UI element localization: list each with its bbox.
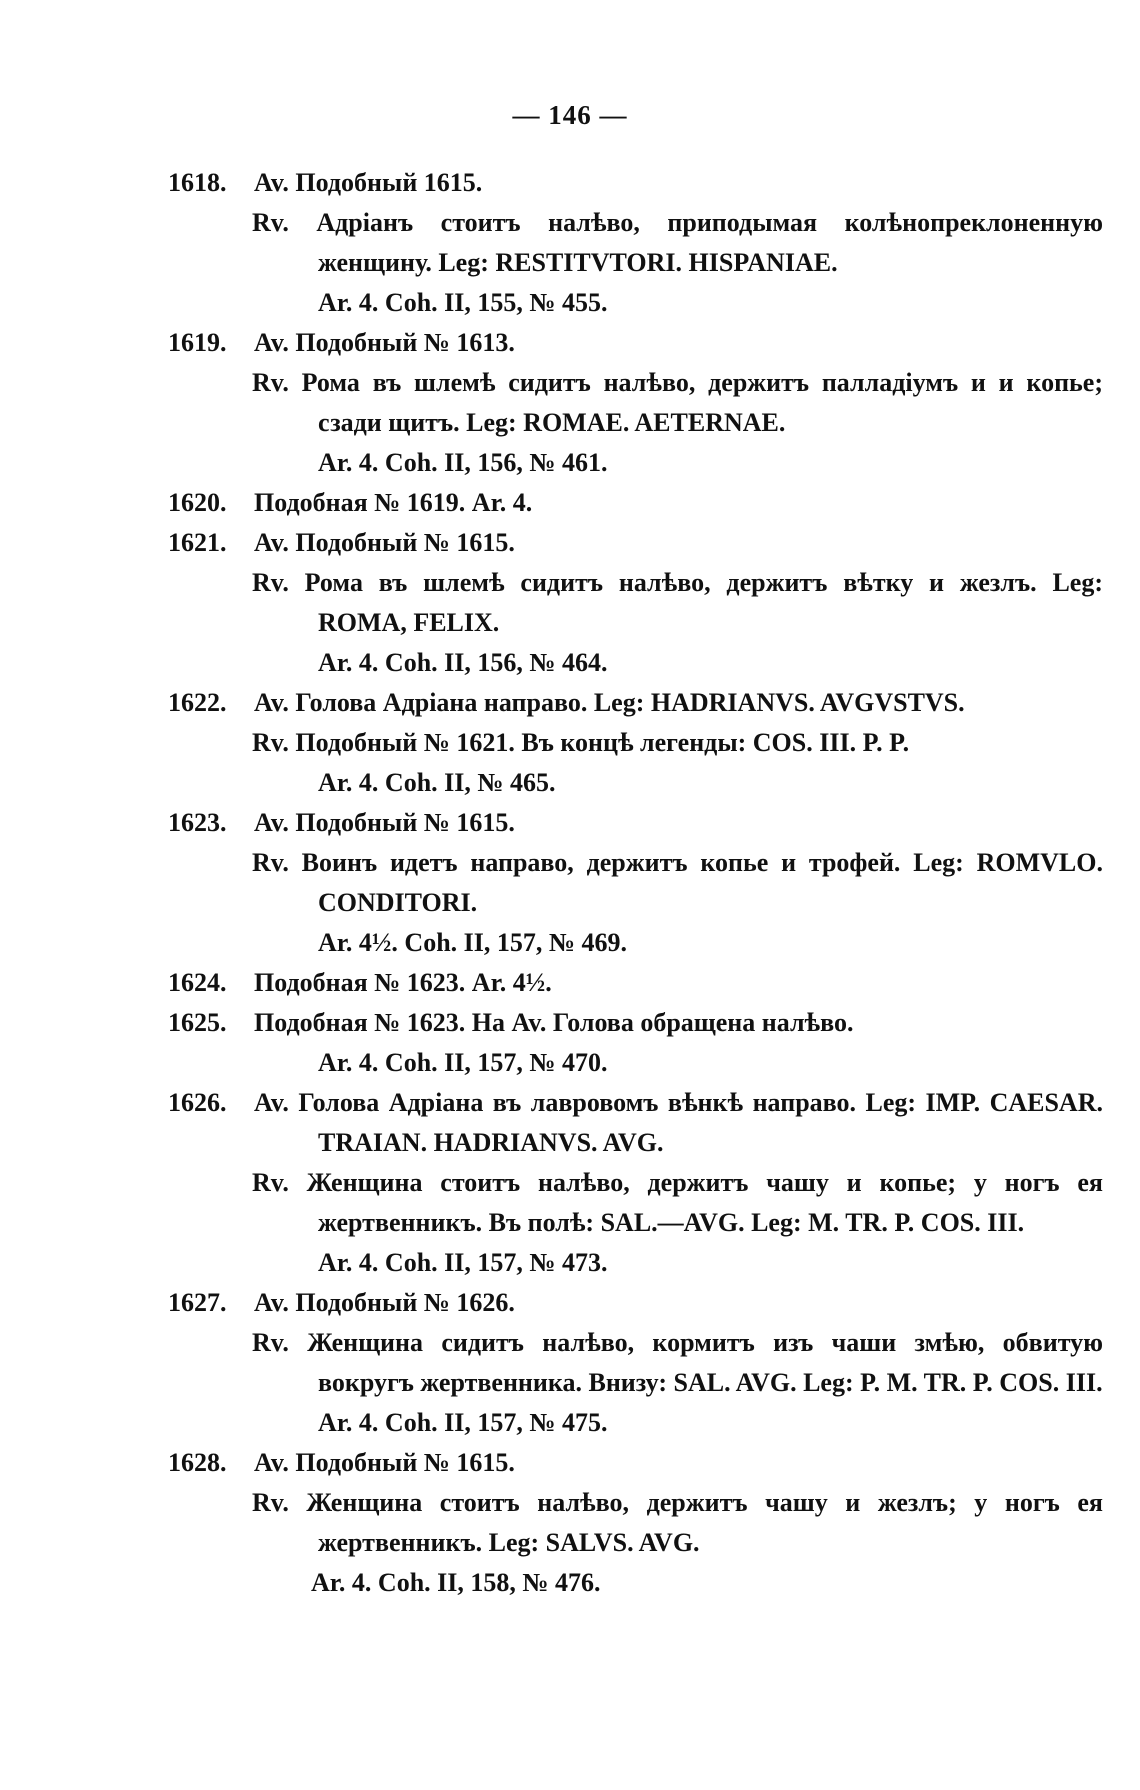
obverse-description: Av. Подобный 1615. (254, 168, 483, 197)
obverse-description: Av. Подобный № 1615. (254, 528, 515, 557)
obverse-description: Av. Подобный № 1615. (254, 1448, 515, 1477)
citation: Ar. 4. Coh. II, 158, № 476. (311, 1568, 601, 1597)
entry-number: 1618. (168, 168, 227, 197)
entry-number: 1625. (168, 1008, 227, 1037)
entry-number: 1624. (168, 968, 227, 997)
page-number: — 146 — (512, 100, 628, 130)
catalog-entry (168, 1283, 1103, 1443)
catalog-entry (168, 1003, 1103, 1083)
catalog-entry (168, 163, 1103, 323)
reverse-description: Rv. Женщина стоитъ налѣво, держитъ чашу и жезлъ; у ногъ ея жертвенникъ. Leg: SALVS. AVG. (252, 1488, 1103, 1557)
entry-number: 1621. (168, 528, 227, 557)
citation: Ar. 4. Coh. II, 157, № 475. (318, 1408, 608, 1437)
entry-number: 1623. (168, 808, 227, 837)
citation: Ar. 4½. Coh. II, 157, № 469. (318, 928, 628, 957)
entry-number: 1628. (168, 1448, 227, 1477)
reverse-description: Rv. Адріанъ стоитъ налѣво, приподымая колѣнопреклоненную женщину. Leg: RESTITVTORI. HISPANIAE. (252, 208, 1103, 277)
citation: Ar. 4. Coh. II, № 465. (318, 768, 556, 797)
reverse-description: Rv. Женщина стоитъ налѣво, держитъ чашу и копье; у ногъ ея жертвенникъ. Въ полѣ: SAL.—AVG. Leg: M. TR. P. COS. III. (252, 1168, 1103, 1237)
obverse-description: Av. Подобный № 1626. (254, 1288, 515, 1317)
reverse-description: Rv. Рома въ шлемѣ сидитъ налѣво, держитъ палладіумъ и и копье; сзади щитъ. Leg: ROMAE. AETERNAE. (252, 368, 1103, 437)
obverse-description: Av. Подобный № 1615. (254, 808, 515, 837)
obverse-description: Av. Подобный № 1613. (254, 328, 515, 357)
catalog-entry (168, 523, 1103, 683)
citation: Ar. 4. Coh. II, 155, № 455. (318, 288, 608, 317)
entry-text: Подобная № 1623. Ar. 4½. (254, 968, 552, 997)
entry-number: 1622. (168, 688, 227, 717)
catalog-entries (168, 163, 1103, 1603)
citation: Ar. 4. Coh. II, 156, № 464. (318, 648, 608, 677)
citation: Ar. 4. Coh. II, 157, № 470. (318, 1048, 608, 1077)
reverse-description: Rv. Воинъ идетъ направо, держитъ копье и трофей. Leg: ROMVLO. CONDITORI. (252, 848, 1103, 917)
catalog-entry (168, 683, 1103, 803)
entry-text: Подобная № 1619. Ar. 4. (254, 488, 533, 517)
reverse-description: Rv. Рома въ шлемѣ сидитъ налѣво, держитъ вѣтку и жезлъ. Leg: ROMA, FELIX. (252, 568, 1103, 637)
reverse-description: Rv. Подобный № 1621. Въ концѣ легенды: COS. III. P. P. (252, 728, 910, 757)
entry-number: 1626. (168, 1088, 227, 1117)
entry-number: 1627. (168, 1288, 227, 1317)
entry-number: 1620. (168, 488, 227, 517)
catalog-entry (168, 483, 1103, 523)
obverse-description: Av. Голова Адріана въ лавровомъ вѣнкѣ направо. Leg: IMP. CAESAR. TRAIAN. HADRIANVS. AVG. (254, 1088, 1103, 1157)
entry-number: 1619. (168, 328, 227, 357)
citation: Ar. 4. Coh. II, 156, № 461. (318, 448, 608, 477)
catalog-entry (168, 1083, 1103, 1283)
catalog-entry (168, 323, 1103, 483)
catalog-entry (168, 803, 1103, 963)
reverse-description: Rv. Женщина сидитъ налѣво, кормитъ изъ чаши змѣю, обвитую вокругъ жертвенника. Внизу: SAL. AVG. Leg: P. M. TR. P. COS. III. (252, 1328, 1103, 1397)
obverse-description: Av. Голова Адріана направо. Leg: HADRIANVS. AVGVSTVS. (254, 688, 965, 717)
catalog-entry (168, 963, 1103, 1003)
entry-text: Подобная № 1623. На Av. Голова обращена налѣво. (254, 1008, 854, 1037)
catalog-entry (168, 1443, 1103, 1603)
citation: Ar. 4. Coh. II, 157, № 473. (318, 1248, 608, 1277)
